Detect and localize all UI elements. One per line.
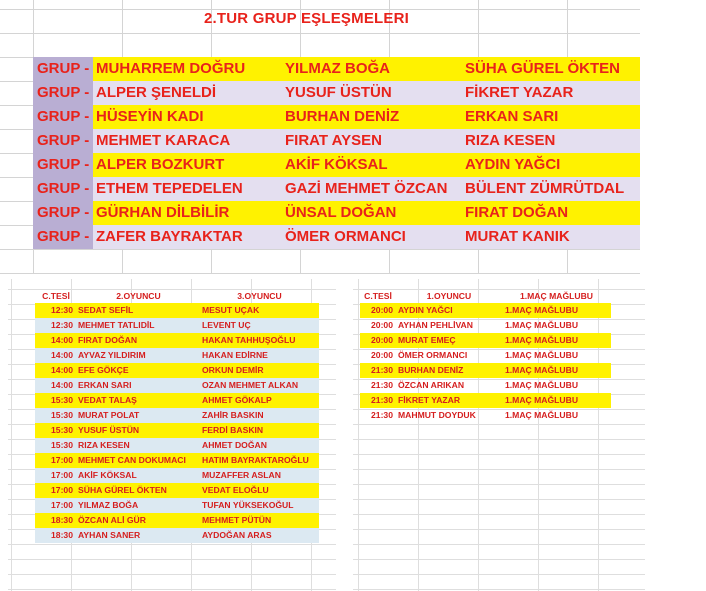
player-3-name: HAKAN TAHHUŞOĞLU: [202, 335, 296, 345]
group-label: GRUP -: [33, 201, 93, 225]
first-match-loser: 1.MAÇ MAĞLUBU: [505, 305, 579, 315]
table-row: [35, 408, 319, 423]
match-time: 21:30: [371, 365, 393, 375]
player-3-name: OZAN MEHMET ALKAN: [202, 380, 299, 390]
group-player-3: BÜLENT ZÜMRÜTDAL: [465, 180, 625, 197]
group-player-3: ERKAN SARI: [465, 108, 559, 125]
player-3-name: MESUT UÇAK: [202, 305, 260, 315]
first-match-loser: 1.MAÇ MAĞLUBU: [505, 380, 579, 390]
player-2-name: MURAT POLAT: [78, 410, 140, 420]
group-players: [93, 153, 640, 177]
player-3-name: MUZAFFER ASLAN: [202, 470, 281, 480]
match-time: 17:00: [51, 455, 73, 465]
player-2-name: YILMAZ BOĞA: [78, 500, 139, 510]
group-player-3: RIZA KESEN: [465, 132, 556, 149]
player-3-name: HAKAN EDİRNE: [202, 350, 268, 360]
first-match-loser: 1.MAÇ MAĞLUBU: [505, 350, 579, 360]
table-row: [360, 348, 611, 363]
table-row: [35, 363, 319, 378]
first-match-loser: 1.MAÇ MAĞLUBU: [505, 395, 579, 405]
table-row: [35, 513, 319, 528]
group-players: [93, 57, 640, 81]
table-row: [35, 453, 319, 468]
table-row: [35, 348, 319, 363]
match-time: 17:00: [51, 470, 73, 480]
group-player-3: FİKRET YAZAR: [465, 84, 574, 101]
match-time: 14:00: [51, 350, 73, 360]
table-row: [35, 393, 319, 408]
group-player-2: YUSUF ÜSTÜN: [285, 84, 392, 101]
match-time: 20:00: [371, 335, 393, 345]
saturday-schedule-sheet: [8, 279, 336, 591]
match-time: 21:30: [371, 380, 393, 390]
group-player-1: ZAFER BAYRAKTAR: [96, 228, 243, 245]
match-time: 21:30: [371, 395, 393, 405]
match-time: 20:00: [371, 320, 393, 330]
group-player-2: BURHAN DENİZ: [285, 108, 400, 125]
group-players: [93, 129, 640, 153]
first-match-loser: 1.MAÇ MAĞLUBU: [505, 335, 579, 345]
header-time: C.TESİ: [364, 291, 392, 301]
table-row: [35, 498, 319, 513]
match-time: 14:00: [51, 335, 73, 345]
match-time: 15:30: [51, 410, 73, 420]
table-row: [35, 468, 319, 483]
match-time: 20:00: [371, 305, 393, 315]
player-3-name: AHMET GÖKALP: [202, 395, 272, 405]
group-label: GRUP -: [33, 57, 93, 81]
group-players: [93, 225, 640, 249]
player-3-name: HATIM BAYRAKTAROĞLU: [202, 455, 309, 465]
match-time: 15:30: [51, 395, 73, 405]
group-label: GRUP -: [33, 225, 93, 249]
player-1-name: AYHAN PEHLİVAN: [398, 320, 473, 330]
player-1-name: FİKRET YAZAR: [398, 395, 461, 405]
player-3-name: MEHMET PÜTÜN: [202, 515, 272, 525]
match-time: 15:30: [51, 425, 73, 435]
group-player-2: ÖMER ORMANCI: [285, 228, 406, 245]
table-row: [360, 378, 611, 393]
player-2-name: ÖZCAN ALİ GÜR: [78, 515, 146, 525]
group-player-1: ETHEM TEPEDELEN: [96, 180, 243, 197]
evening-schedule-sheet: [353, 279, 645, 591]
group-player-2: YILMAZ BOĞA: [285, 60, 390, 77]
player-3-name: ZAHİR BASKIN: [202, 410, 264, 420]
player-2-name: SÜHA GÜREL ÖKTEN: [78, 485, 167, 495]
table-row: [360, 408, 611, 423]
group-row: [0, 57, 640, 81]
group-row: [0, 201, 640, 225]
table-row: [35, 318, 319, 333]
table-row: [35, 438, 319, 453]
group-player-1: HÜSEYİN KADI: [96, 108, 204, 125]
group-player-3: SÜHA GÜREL ÖKTEN: [465, 60, 621, 77]
first-match-loser: 1.MAÇ MAĞLUBU: [505, 410, 579, 420]
group-row: [0, 129, 640, 153]
group-row: [0, 177, 640, 201]
table-row: [360, 303, 611, 318]
first-match-loser: 1.MAÇ MAĞLUBU: [505, 320, 579, 330]
match-time: 17:00: [51, 500, 73, 510]
player-2-name: YUSUF ÜSTÜN: [78, 425, 140, 435]
player-3-name: VEDAT ELOĞLU: [202, 485, 269, 495]
table-row: [360, 318, 611, 333]
player-3-name: ORKUN DEMİR: [202, 365, 264, 375]
group-players: [93, 177, 640, 201]
player-2-name: RIZA KESEN: [78, 440, 130, 450]
group-player-1: GÜRHAN DİLBİLİR: [96, 204, 230, 221]
group-players: [93, 81, 640, 105]
player-1-name: BURHAN DENİZ: [398, 365, 464, 375]
player-2-name: ERKAN SARI: [78, 380, 132, 390]
group-pairings-sheet: [0, 0, 640, 274]
group-player-2: ÜNSAL DOĞAN: [285, 204, 397, 221]
table-row: [35, 423, 319, 438]
group-player-2: FIRAT AYSEN: [285, 132, 382, 149]
player-1-name: ÖZCAN ARIKAN: [398, 380, 465, 390]
group-player-1: ALPER ŞENELDİ: [96, 84, 217, 101]
table-row: [35, 333, 319, 348]
player-3-name: FERDİ BASKIN: [202, 425, 264, 435]
player-2-name: AYVAZ YILDIRIM: [78, 350, 146, 360]
match-time: 14:00: [51, 365, 73, 375]
header-player-2: 2.OYUNCU: [116, 291, 161, 301]
group-player-1: MUHARREM DOĞRU: [96, 60, 246, 77]
group-player-2: GAZİ MEHMET ÖZCAN: [285, 180, 448, 197]
table-row: [35, 303, 319, 318]
match-time: 18:30: [51, 515, 73, 525]
group-player-1: MEHMET KARACA: [96, 132, 231, 149]
group-player-1: ALPER BOZKURT: [96, 156, 225, 173]
player-2-name: VEDAT TALAŞ: [78, 395, 137, 405]
player-2-name: AYHAN SANER: [78, 530, 141, 540]
match-time: 14:00: [51, 380, 73, 390]
group-row: [0, 153, 640, 177]
group-player-3: AYDIN YAĞCI: [465, 156, 561, 173]
header-player-1: 1.OYUNCU: [426, 291, 472, 301]
group-row: [0, 105, 640, 129]
player-3-name: LEVENT UÇ: [202, 320, 251, 330]
match-time: 12:30: [51, 320, 73, 330]
group-players: [93, 105, 640, 129]
player-3-name: AHMET DOĞAN: [202, 440, 267, 450]
table-row: [35, 528, 319, 543]
group-player-3: MURAT KANIK: [465, 228, 570, 245]
page-title: 2.TUR GRUP EŞLEŞMELERI: [204, 10, 409, 27]
match-time: 17:00: [51, 485, 73, 495]
player-3-name: TUFAN YÜKSEKOĞUL: [202, 500, 294, 510]
group-label: GRUP -: [33, 129, 93, 153]
table-row: [35, 483, 319, 498]
group-label: GRUP -: [33, 81, 93, 105]
match-time: 12:30: [51, 305, 73, 315]
player-2-name: MEHMET CAN DOKUMACI: [78, 455, 186, 465]
player-2-name: SEDAT SEFİL: [78, 305, 134, 315]
header-first-match-loser: 1.MAÇ MAĞLUBU: [519, 291, 594, 301]
group-row: [0, 225, 640, 249]
match-time: 21:30: [371, 410, 393, 420]
match-time: 18:30: [51, 530, 73, 540]
table-row: [35, 378, 319, 393]
table-header: [360, 290, 611, 303]
table-row: [360, 363, 611, 378]
player-2-name: FIRAT DOĞAN: [78, 335, 138, 345]
header-player-3: 3.OYUNCU: [237, 291, 282, 301]
header-time: C.TESİ: [42, 291, 70, 301]
match-time: 20:00: [371, 350, 393, 360]
group-label: GRUP -: [33, 177, 93, 201]
group-player-2: AKİF KÖKSAL: [285, 156, 388, 173]
table-row: [360, 333, 611, 348]
player-1-name: AYDIN YAĞCI: [398, 305, 453, 315]
player-3-name: AYDOĞAN ARAS: [202, 530, 272, 540]
group-row: [0, 81, 640, 105]
player-1-name: MAHMUT DOYDUK: [398, 410, 476, 420]
match-time: 15:30: [51, 440, 73, 450]
player-2-name: MEHMET TATLIDİL: [78, 320, 155, 330]
player-1-name: MURAT EMEÇ: [398, 335, 456, 345]
table-row: [360, 393, 611, 408]
table-header: [35, 290, 319, 303]
group-players: [93, 201, 640, 225]
first-match-loser: 1.MAÇ MAĞLUBU: [505, 365, 579, 375]
group-player-3: FIRAT DOĞAN: [465, 204, 569, 221]
player-1-name: ÖMER ORMANCI: [398, 350, 468, 360]
player-2-name: EFE GÖKÇE: [78, 365, 129, 375]
group-label: GRUP -: [33, 105, 93, 129]
player-2-name: AKİF KÖKSAL: [78, 470, 137, 480]
group-label: GRUP -: [33, 153, 93, 177]
